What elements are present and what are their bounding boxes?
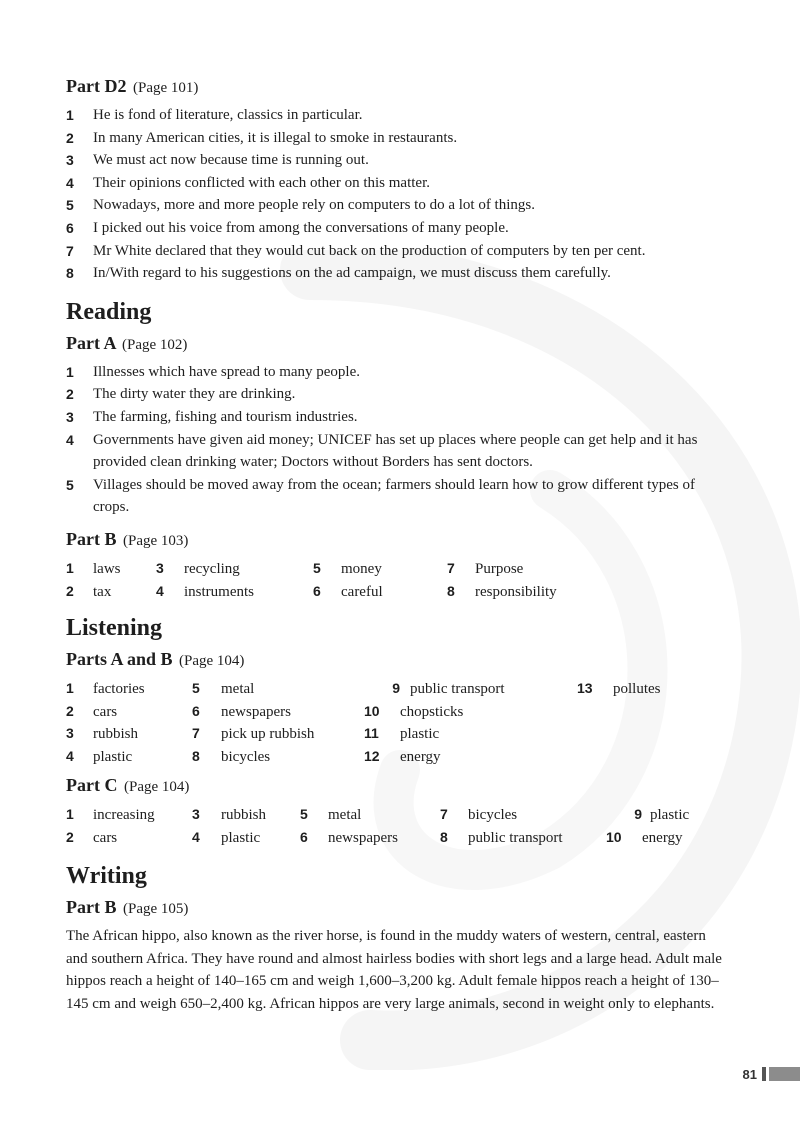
- answer-item: [66, 172, 726, 195]
- page-reference: (Page 104): [179, 652, 245, 669]
- answer-text: Mr White declared that they would cut back on the production of computers by ten per cent.: [93, 242, 646, 259]
- answer-text: rubbish: [221, 806, 266, 823]
- answer-text: energy: [400, 748, 441, 765]
- answer-text: metal: [328, 806, 362, 823]
- part-d2-heading: [66, 74, 726, 100]
- item-number: 2: [66, 129, 74, 146]
- answer-text: factories: [93, 680, 145, 697]
- item-number: 7: [66, 242, 74, 259]
- item-number: 13: [577, 679, 593, 696]
- reading-part-b-heading: [66, 527, 726, 553]
- answer-item: [66, 217, 726, 240]
- page-number: 81: [742, 1066, 757, 1082]
- item-number: 4: [192, 828, 200, 845]
- answer-text: Nowadays, more and more people rely on computers to do a lot of things.: [93, 197, 535, 214]
- item-number: 10: [364, 702, 380, 719]
- item-number: 5: [66, 476, 74, 493]
- listening-parts-ab-heading: [66, 647, 726, 673]
- part-title: Part C: [66, 774, 118, 795]
- section-title-writing: Writing: [66, 862, 147, 889]
- answer-item: [66, 580, 111, 604]
- answer-item: [66, 127, 726, 150]
- answer-text: cars: [93, 829, 118, 846]
- section-title-reading: Reading: [66, 298, 152, 325]
- answer-text: chopsticks: [400, 703, 464, 720]
- answer-text: plastic: [93, 748, 133, 765]
- item-number: 8: [447, 582, 455, 599]
- footer-tab-bar: [769, 1067, 800, 1081]
- item-number: 6: [313, 582, 321, 599]
- item-number: 11: [364, 725, 379, 742]
- part-d2-answers: [66, 104, 726, 285]
- answer-item: [66, 700, 117, 724]
- item-number: 9: [392, 679, 400, 696]
- page-reference: (Page 103): [122, 532, 189, 549]
- answer-text: Their opinions conflicted with each other on this matter.: [93, 174, 430, 191]
- answer-item: [313, 557, 382, 581]
- answer-text: responsibility: [475, 583, 557, 600]
- answer-text: laws: [93, 560, 121, 577]
- item-number: 3: [156, 559, 164, 576]
- answer-item: [192, 826, 260, 850]
- answer-text: careful: [341, 583, 383, 600]
- item-number: 8: [440, 828, 448, 845]
- item-number: 5: [66, 197, 74, 214]
- page-footer: [743, 1066, 800, 1082]
- footer-marker-bar: [762, 1067, 766, 1081]
- item-number: 9: [634, 805, 642, 822]
- answer-item: [313, 580, 383, 604]
- answer-item: [66, 745, 132, 769]
- answer-text: instruments: [184, 583, 254, 600]
- item-number: 2: [66, 386, 74, 403]
- answer-item: [66, 149, 726, 172]
- item-number: 3: [66, 408, 74, 425]
- answer-item: [364, 745, 441, 769]
- answer-text: Illnesses which have spread to many people.: [93, 363, 361, 380]
- reading-section: [66, 297, 726, 605]
- listening-section: [66, 613, 726, 851]
- item-number: 4: [66, 431, 74, 448]
- item-number: 6: [66, 219, 74, 236]
- answer-item: [66, 677, 145, 701]
- item-number: 1: [66, 805, 74, 822]
- answer-text: We must act now because time is running out.: [93, 152, 369, 169]
- answer-item: [66, 826, 117, 850]
- answer-text: Villages should be moved away from the ocean; farmers should learn how to grow different types of crops.: [93, 476, 695, 516]
- part-title: Parts A and B: [66, 648, 173, 669]
- answer-item: [66, 429, 726, 474]
- answer-item: [66, 722, 138, 746]
- part-title: Part B: [66, 528, 117, 549]
- answer-item: [364, 677, 505, 701]
- answer-item: [606, 803, 689, 827]
- answer-text: cars: [93, 703, 118, 720]
- answer-item: [66, 803, 155, 827]
- listening-parts-ab-answers: [66, 677, 726, 769]
- item-number: 1: [66, 679, 74, 696]
- writing-sample-paragraph: The African hippo, also known as the river horse, is found in the muddy waters of western, central, eastern and southern Africa. They have round and almost hairless bodies with short legs and a large head. Adult male hippos reach a height of 140–165 cm and weigh 1,600–3,200 kg. Adult female hippos reach a height of 130–145 cm and weigh 650–2,400 kg. African hippos are very large animals, second in weight only to elephants.: [66, 927, 722, 1012]
- item-number: 2: [66, 828, 74, 845]
- item-number: 1: [66, 559, 74, 576]
- answer-item: [192, 803, 266, 827]
- answer-item: [66, 194, 726, 217]
- answer-text: bicycles: [221, 748, 271, 765]
- reading-part-b-answers: [66, 557, 726, 605]
- answer-text: The farming, fishing and tourism industries.: [93, 408, 358, 425]
- answer-text: rubbish: [93, 726, 138, 743]
- answer-item: [66, 361, 726, 384]
- part-d2-section: [66, 74, 726, 285]
- answer-text: metal: [221, 680, 255, 697]
- answer-item: [192, 677, 254, 701]
- answer-item: [156, 557, 240, 581]
- answer-text: The dirty water they are drinking.: [93, 386, 296, 403]
- item-number: 7: [440, 805, 448, 822]
- item-number: 2: [66, 702, 74, 719]
- answer-item: [66, 262, 726, 285]
- answer-text: public transport: [410, 680, 505, 697]
- answer-text: I picked out his voice from among the conversations of many people.: [93, 219, 509, 236]
- item-number: 6: [300, 828, 308, 845]
- listening-part-c-answers: [66, 803, 726, 851]
- answer-text: energy: [642, 829, 683, 846]
- answer-text: pollutes: [613, 680, 661, 697]
- answer-item: [577, 677, 661, 701]
- listening-part-c-heading: [66, 773, 726, 799]
- answer-text: newspapers: [328, 829, 398, 846]
- item-number: 7: [447, 559, 455, 576]
- answer-text: money: [341, 560, 382, 577]
- answer-text: recycling: [184, 560, 240, 577]
- answer-text: plastic: [400, 726, 440, 743]
- answer-item: [66, 383, 726, 406]
- answer-text: In/With regard to his suggestions on the ad campaign, we must discuss them carefully.: [93, 265, 611, 282]
- item-number: 4: [156, 582, 164, 599]
- item-number: 1: [66, 107, 74, 123]
- answer-item: [66, 474, 726, 519]
- item-number: 5: [192, 679, 200, 696]
- writing-part-b-heading: [66, 895, 726, 921]
- answer-text: Governments have given aid money; UNICEF has set up places where people can get help and it has provided clean drinking water; Doctors without Borders has sent doctors.: [93, 431, 698, 471]
- answer-item: [66, 406, 726, 429]
- item-number: 8: [192, 747, 200, 764]
- answer-item: [66, 557, 121, 581]
- answer-item: [156, 580, 254, 604]
- answer-item: [66, 240, 726, 263]
- part-title: Part B: [66, 896, 117, 917]
- item-number: 10: [606, 828, 622, 845]
- answer-text: bicycles: [468, 806, 518, 823]
- answer-text: tax: [93, 583, 112, 600]
- answer-text: public transport: [468, 829, 563, 846]
- page-reference: (Page 102): [122, 336, 188, 353]
- answer-item: [300, 803, 361, 827]
- page-reference: (Page 104): [123, 778, 190, 795]
- reading-part-a-heading: [66, 331, 726, 357]
- answer-text: increasing: [93, 806, 155, 823]
- item-number: 4: [66, 174, 74, 191]
- answer-item: [440, 826, 563, 850]
- answer-text: Purpose: [475, 560, 524, 577]
- answer-item: [364, 722, 439, 746]
- answer-item: [447, 557, 523, 581]
- part-title: Part D2: [66, 76, 127, 96]
- answer-item: [192, 700, 291, 724]
- item-number: 6: [192, 702, 200, 719]
- item-number: 1: [66, 363, 74, 380]
- item-number: 4: [66, 747, 74, 764]
- reading-part-a-answers: [66, 361, 726, 519]
- page-reference: (Page 101): [132, 80, 199, 96]
- section-title-listening: Listening: [66, 614, 163, 641]
- answer-item: [66, 104, 726, 127]
- item-number: 3: [66, 152, 74, 169]
- answer-item: [606, 826, 683, 850]
- part-title: Part A: [66, 332, 116, 353]
- item-number: 8: [66, 265, 74, 282]
- item-number: 2: [66, 582, 74, 599]
- writing-section: [66, 861, 726, 1015]
- answer-item: [300, 826, 398, 850]
- answer-item: [447, 580, 557, 604]
- answer-text: plastic: [221, 829, 261, 846]
- answer-key-page: [66, 74, 726, 1015]
- item-number: 12: [364, 747, 380, 764]
- answer-text: newspapers: [221, 703, 291, 720]
- answer-item: [192, 722, 314, 746]
- answer-text: pick up rubbish: [221, 726, 315, 743]
- answer-text: He is fond of literature, classics in particular.: [93, 107, 363, 123]
- item-number: 3: [66, 725, 74, 742]
- item-number: 7: [192, 725, 200, 742]
- answer-item: [364, 700, 463, 724]
- answer-item: [192, 745, 270, 769]
- item-number: 3: [192, 805, 200, 822]
- answer-text: In many American cities, it is illegal to smoke in restaurants.: [93, 129, 458, 146]
- item-number: 5: [313, 559, 321, 576]
- page-reference: (Page 105): [122, 900, 189, 917]
- answer-text: plastic: [650, 806, 690, 823]
- item-number: 5: [300, 805, 308, 822]
- answer-item: [440, 803, 517, 827]
